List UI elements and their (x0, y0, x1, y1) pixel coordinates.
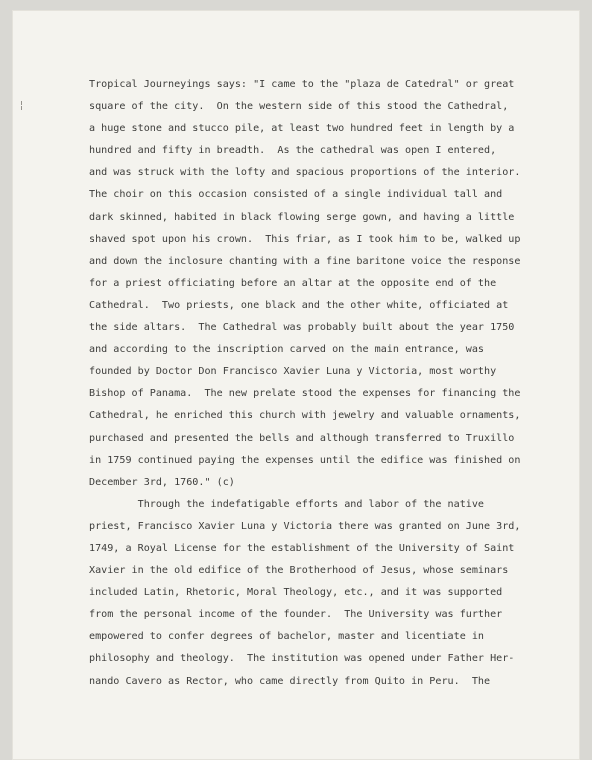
text-line: Xavier in the old edifice of the Brotherhood of Jesus, whose seminars (89, 565, 509, 577)
text-line: founded by Doctor Don Francisco Xavier Luna y Victoria, most worthy (89, 366, 497, 378)
text-line: priest, Francisco Xavier Luna y Victoria there was granted on June 3rd, (89, 520, 521, 532)
text-line: nando Cavero as Rector, who came directly from Quito in Peru. The (89, 675, 491, 687)
text-line: purchased and presented the bells and although transferred to Truxillo (89, 432, 515, 444)
text-line: philosophy and theology. The institution was opened under Father Her- (89, 653, 515, 665)
text-line: December 3rd, 1760." (c) (89, 476, 235, 488)
text-line: and according to the inscription carved on the main entrance, was (89, 344, 485, 356)
text-line: dark skinned, habited in black flowing serge gown, and having a little (89, 211, 515, 223)
text-line: shaved spot upon his crown. This friar, as I took him to be, walked up (89, 233, 521, 245)
text-line: included Latin, Rhetoric, Moral Theology, etc., and it was supported (89, 587, 503, 599)
text-line: hundred and fifty in breadth. As the cathedral was open I entered, (89, 145, 497, 157)
text-line: The choir on this occasion consisted of a single individual tall and (89, 189, 503, 201)
text-line: and down the inclosure chanting with a fine baritone voice the response (89, 255, 521, 267)
text-line: Bishop of Panama. The new prelate stood the expenses for financing the (89, 388, 521, 400)
margin-tick-mark (21, 106, 22, 110)
text-line: Cathedral. Two priests, one black and the other white, officiated at (89, 299, 509, 311)
text-line: empowered to confer degrees of bachelor, master and licentiate in (89, 631, 485, 643)
text-line: for a priest officiating before an altar at the opposite end of the (89, 277, 497, 289)
text-line: 1749, a Royal License for the establishment of the University of Saint (89, 542, 515, 554)
text-line: and was struck with the lofty and spacious proportions of the interior. (89, 167, 521, 179)
text-line: the side altars. The Cathedral was probably built about the year 1750 (89, 322, 515, 334)
text-line: square of the city. On the western side of this stood the Cathedral, (89, 101, 509, 113)
text-line: Tropical Journeyings says: "I came to the "plaza de Catedral" or great (89, 79, 515, 90)
text-line: Cathedral, he enriched this church with jewelry and valuable ornaments, (89, 410, 521, 422)
text-line: from the personal income of the founder. The University was further (89, 609, 503, 621)
text-line: in 1759 continued paying the expenses until the edifice was finished on (89, 454, 521, 466)
text-line: a huge stone and stucco pile, at least two hundred feet in length by a (89, 123, 515, 135)
margin-tick-mark (21, 101, 22, 105)
document-page (12, 10, 580, 760)
typewritten-text (89, 74, 584, 693)
text-line: Through the indefatigable efforts and labor of the native (89, 498, 485, 510)
